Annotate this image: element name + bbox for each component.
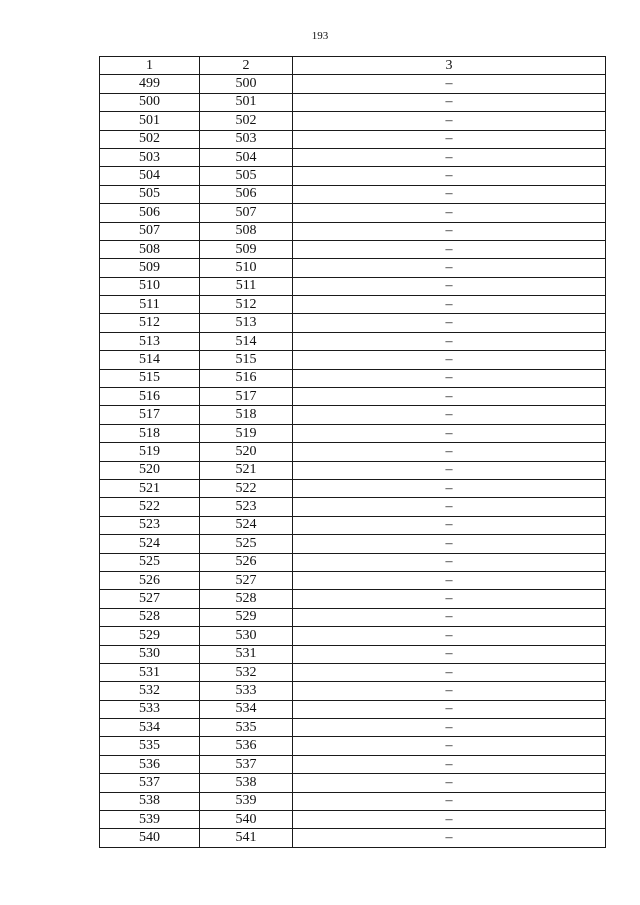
cell-col-3: – — [293, 553, 606, 571]
cell-col-3: – — [293, 369, 606, 387]
cell-col-1: 525 — [100, 553, 200, 571]
table-row — [100, 516, 606, 534]
table-row — [100, 608, 606, 626]
table-row — [100, 277, 606, 295]
cell-col-2: 508 — [200, 222, 293, 240]
table-row — [100, 259, 606, 277]
cell-col-2: 527 — [200, 571, 293, 589]
cell-col-2: 531 — [200, 645, 293, 663]
table-row — [100, 663, 606, 681]
cell-col-2: 512 — [200, 296, 293, 314]
cell-col-1: 536 — [100, 755, 200, 773]
table-row — [100, 645, 606, 663]
cell-col-2: 517 — [200, 388, 293, 406]
cell-col-2: 530 — [200, 627, 293, 645]
cell-col-2: 538 — [200, 774, 293, 792]
cell-col-3: – — [293, 406, 606, 424]
cell-col-1: 530 — [100, 645, 200, 663]
table-row — [100, 719, 606, 737]
cell-col-3: – — [293, 571, 606, 589]
cell-col-1: 519 — [100, 443, 200, 461]
cell-col-2: 514 — [200, 332, 293, 350]
cell-col-1: 523 — [100, 516, 200, 534]
cell-col-2: 511 — [200, 277, 293, 295]
column-header-1: 1 — [100, 57, 200, 75]
table-row — [100, 369, 606, 387]
table-row — [100, 553, 606, 571]
cell-col-3: – — [293, 811, 606, 829]
cell-col-1: 502 — [100, 130, 200, 148]
table-row — [100, 167, 606, 185]
table-row — [100, 627, 606, 645]
page-number: 193 — [311, 30, 329, 42]
cell-col-2: 524 — [200, 516, 293, 534]
table-row — [100, 222, 606, 240]
table-row — [100, 774, 606, 792]
table-row — [100, 388, 606, 406]
cell-col-1: 528 — [100, 608, 200, 626]
table-row — [100, 148, 606, 166]
cell-col-3: – — [293, 608, 606, 626]
cell-col-2: 503 — [200, 130, 293, 148]
data-table-container — [99, 56, 605, 848]
cell-col-3: – — [293, 424, 606, 442]
table-row — [100, 240, 606, 258]
cell-col-2: 516 — [200, 369, 293, 387]
cell-col-2: 529 — [200, 608, 293, 626]
cell-col-1: 504 — [100, 167, 200, 185]
cell-col-3: – — [293, 314, 606, 332]
cell-col-1: 508 — [100, 240, 200, 258]
cell-col-2: 520 — [200, 443, 293, 461]
cell-col-1: 538 — [100, 792, 200, 810]
cell-col-3: – — [293, 792, 606, 810]
cell-col-2: 501 — [200, 93, 293, 111]
cell-col-3: – — [293, 332, 606, 350]
table-row — [100, 296, 606, 314]
table-row — [100, 498, 606, 516]
cell-col-3: – — [293, 498, 606, 516]
cell-col-3: – — [293, 700, 606, 718]
cell-col-2: 515 — [200, 351, 293, 369]
cell-col-3: – — [293, 645, 606, 663]
cell-col-2: 505 — [200, 167, 293, 185]
cell-col-2: 528 — [200, 590, 293, 608]
table-row — [100, 443, 606, 461]
cell-col-2: 500 — [200, 75, 293, 93]
column-header-3: 3 — [293, 57, 606, 75]
cell-col-1: 534 — [100, 719, 200, 737]
cell-col-3: – — [293, 663, 606, 681]
cell-col-1: 516 — [100, 388, 200, 406]
table-row — [100, 535, 606, 553]
cell-col-1: 506 — [100, 204, 200, 222]
cell-col-1: 520 — [100, 461, 200, 479]
cell-col-3: – — [293, 755, 606, 773]
table-row — [100, 204, 606, 222]
table-row — [100, 461, 606, 479]
table-row — [100, 185, 606, 203]
cell-col-2: 502 — [200, 112, 293, 130]
cell-col-2: 533 — [200, 682, 293, 700]
cell-col-2: 525 — [200, 535, 293, 553]
cell-col-2: 541 — [200, 829, 293, 847]
cell-col-1: 503 — [100, 148, 200, 166]
cell-col-3: – — [293, 627, 606, 645]
table-body — [100, 75, 606, 847]
cell-col-3: – — [293, 167, 606, 185]
cell-col-2: 537 — [200, 755, 293, 773]
table-row — [100, 700, 606, 718]
cell-col-2: 532 — [200, 663, 293, 681]
table-row — [100, 811, 606, 829]
column-header-2: 2 — [200, 57, 293, 75]
cell-col-1: 515 — [100, 369, 200, 387]
cell-col-3: – — [293, 682, 606, 700]
cell-col-2: 509 — [200, 240, 293, 258]
cell-col-2: 539 — [200, 792, 293, 810]
cell-col-3: – — [293, 112, 606, 130]
cell-col-1: 514 — [100, 351, 200, 369]
table-row — [100, 75, 606, 93]
cell-col-3: – — [293, 277, 606, 295]
cell-col-1: 507 — [100, 222, 200, 240]
cell-col-3: – — [293, 75, 606, 93]
table-row — [100, 424, 606, 442]
cell-col-1: 513 — [100, 332, 200, 350]
cell-col-2: 523 — [200, 498, 293, 516]
cell-col-2: 518 — [200, 406, 293, 424]
cell-col-3: – — [293, 148, 606, 166]
table-row — [100, 406, 606, 424]
cell-col-2: 504 — [200, 148, 293, 166]
cell-col-3: – — [293, 130, 606, 148]
table-row — [100, 792, 606, 810]
table-row — [100, 590, 606, 608]
table-row — [100, 682, 606, 700]
cell-col-3: – — [293, 737, 606, 755]
cell-col-1: 500 — [100, 93, 200, 111]
cell-col-3: – — [293, 185, 606, 203]
cell-col-1: 526 — [100, 571, 200, 589]
cell-col-3: – — [293, 443, 606, 461]
cell-col-3: – — [293, 829, 606, 847]
cell-col-2: 519 — [200, 424, 293, 442]
cell-col-2: 522 — [200, 479, 293, 497]
cell-col-1: 522 — [100, 498, 200, 516]
cell-col-1: 505 — [100, 185, 200, 203]
cell-col-3: – — [293, 240, 606, 258]
cell-col-3: – — [293, 222, 606, 240]
cell-col-3: – — [293, 516, 606, 534]
table-row — [100, 314, 606, 332]
cell-col-1: 539 — [100, 811, 200, 829]
cell-col-3: – — [293, 259, 606, 277]
cell-col-1: 512 — [100, 314, 200, 332]
cell-col-2: 526 — [200, 553, 293, 571]
cell-col-1: 518 — [100, 424, 200, 442]
cell-col-1: 517 — [100, 406, 200, 424]
cell-col-2: 506 — [200, 185, 293, 203]
table-row — [100, 130, 606, 148]
cell-col-1: 540 — [100, 829, 200, 847]
cell-col-2: 513 — [200, 314, 293, 332]
cell-col-3: – — [293, 93, 606, 111]
cell-col-1: 533 — [100, 700, 200, 718]
table-row — [100, 829, 606, 847]
cell-col-1: 511 — [100, 296, 200, 314]
cell-col-3: – — [293, 388, 606, 406]
cell-col-2: 507 — [200, 204, 293, 222]
cell-col-1: 499 — [100, 75, 200, 93]
table-row — [100, 755, 606, 773]
cell-col-2: 521 — [200, 461, 293, 479]
cell-col-3: – — [293, 719, 606, 737]
cell-col-3: – — [293, 351, 606, 369]
cell-col-1: 501 — [100, 112, 200, 130]
cell-col-1: 537 — [100, 774, 200, 792]
cell-col-3: – — [293, 204, 606, 222]
cell-col-2: 536 — [200, 737, 293, 755]
cell-col-1: 509 — [100, 259, 200, 277]
table-row — [100, 571, 606, 589]
table-header-row — [100, 57, 606, 75]
cell-col-2: 510 — [200, 259, 293, 277]
cell-col-3: – — [293, 535, 606, 553]
table-row — [100, 479, 606, 497]
cell-col-1: 529 — [100, 627, 200, 645]
table-row — [100, 332, 606, 350]
data-table — [99, 56, 606, 848]
cell-col-1: 531 — [100, 663, 200, 681]
cell-col-3: – — [293, 479, 606, 497]
cell-col-2: 535 — [200, 719, 293, 737]
cell-col-3: – — [293, 774, 606, 792]
cell-col-1: 510 — [100, 277, 200, 295]
table-row — [100, 112, 606, 130]
cell-col-2: 540 — [200, 811, 293, 829]
cell-col-2: 534 — [200, 700, 293, 718]
cell-col-1: 524 — [100, 535, 200, 553]
cell-col-3: – — [293, 296, 606, 314]
cell-col-3: – — [293, 461, 606, 479]
table-row — [100, 351, 606, 369]
cell-col-1: 535 — [100, 737, 200, 755]
cell-col-1: 521 — [100, 479, 200, 497]
cell-col-3: – — [293, 590, 606, 608]
cell-col-1: 527 — [100, 590, 200, 608]
cell-col-1: 532 — [100, 682, 200, 700]
table-row — [100, 737, 606, 755]
table-row — [100, 93, 606, 111]
